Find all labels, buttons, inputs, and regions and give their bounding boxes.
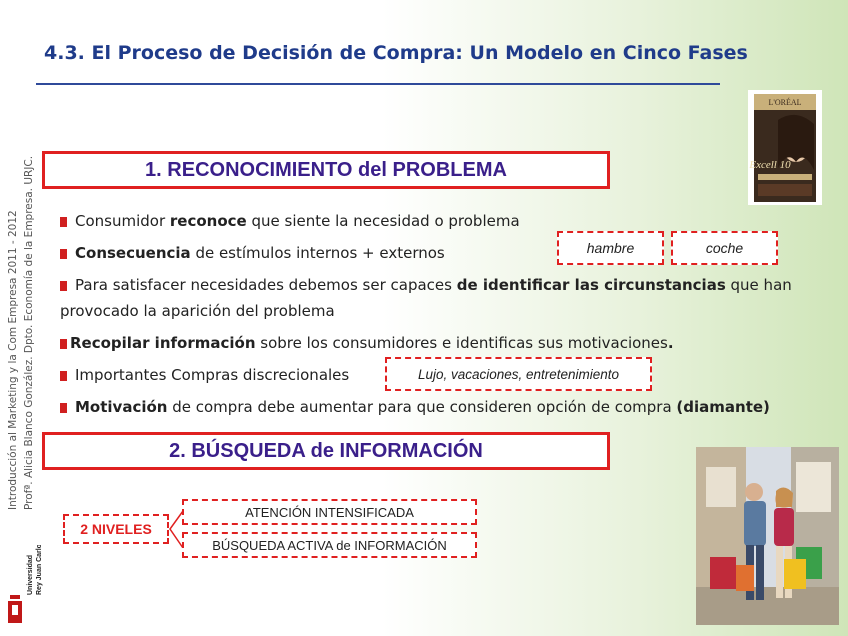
- slide-title: 4.3. El Proceso de Decisión de Compra: Un Modelo en Cinco Fases: [44, 42, 748, 64]
- section-heading-reconocimiento: 1. RECONOCIMIENTO del PROBLEMA: [42, 151, 610, 189]
- bullet-square-icon: [60, 249, 67, 259]
- product-name: Excell 10: [749, 159, 791, 171]
- sidebar-author-line: Profª. Alicia Blanco González. Dpto. Economía de la Empresa. URJC.: [23, 155, 35, 510]
- logo-text-2: Rey Juan Carlos: [36, 545, 43, 595]
- bullet-compras-discrecionales: Importantes Compras discrecionales: [60, 366, 349, 384]
- bullet-identificar-continuation: provocado la aparición del problema: [60, 302, 335, 320]
- shopping-couple-image: [696, 447, 839, 625]
- title-divider: [36, 83, 720, 85]
- bullet-identificar: Para satisfacer necesidades debemos ser capaces de identificar las circunstancias que han: [60, 276, 792, 294]
- tag-hambre: hambre: [557, 231, 664, 265]
- bullet-square-icon: [60, 403, 67, 413]
- bullet-motivacion: Motivación de compra debe aumentar para que consideren opción de compra (diamante): [60, 398, 770, 416]
- product-brand: L'ORÉAL: [768, 98, 802, 107]
- tag-coche: coche: [671, 231, 778, 265]
- section-heading-busqueda: 2. BÚSQUEDA de INFORMACIÓN: [42, 432, 610, 470]
- bullet-square-icon: [60, 217, 67, 227]
- university-logo: [6, 545, 46, 625]
- sidebar-credits: [5, 110, 37, 510]
- bullet-consecuencia: Consecuencia de estímulos internos + externos: [60, 244, 445, 262]
- bullet-reconoce: Consumidor reconoce que siente la necesidad o problema: [60, 212, 520, 230]
- bullet-square-icon: [60, 281, 67, 291]
- bullet-square-icon: [60, 339, 67, 349]
- level-busqueda-activa: BÚSQUEDA ACTIVA de INFORMACIÓN: [182, 532, 477, 558]
- tag-lujo: Lujo, vacaciones, entretenimiento: [385, 357, 652, 391]
- sidebar-course-line: Introducción al Marketing y la Com Empresa 2011 - 2012: [7, 210, 19, 510]
- product-image: [748, 90, 822, 205]
- level-atencion-intensificada: ATENCIÓN INTENSIFICADA: [182, 499, 477, 525]
- logo-text-1: Universidad: [27, 554, 34, 595]
- niveles-box: 2 NIVELES: [63, 514, 169, 544]
- bullet-recopilar: Recopilar información sobre los consumidores e identificas sus motivaciones.: [60, 334, 674, 352]
- bullet-square-icon: [60, 371, 67, 381]
- urjc-logo-icon: [6, 545, 46, 625]
